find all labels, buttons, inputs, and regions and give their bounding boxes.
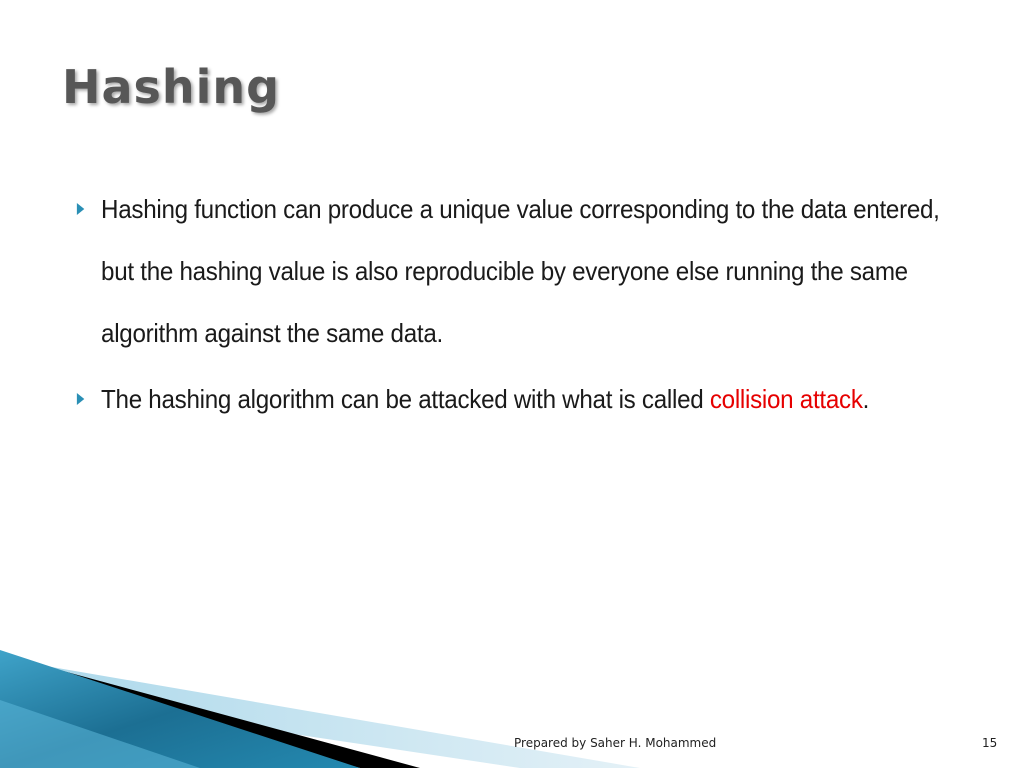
bullet-text-1: Hashing function can produce a unique value corresponding to the data entered, but the hashing value is also reproducible by everyone else running the same algorithm against the same data. bbox=[101, 194, 940, 348]
triangle-right-icon bbox=[77, 393, 84, 405]
page-number: 15 bbox=[982, 736, 998, 750]
slide-title: Hashing bbox=[62, 60, 281, 114]
bullet-list bbox=[75, 178, 955, 430]
triangle-right-icon bbox=[77, 203, 84, 215]
bullet-item-2 bbox=[75, 368, 966, 430]
bullet-text-2-before: The hashing algorithm can be attacked with what is called bbox=[101, 384, 710, 414]
bullet-text-2-after: . bbox=[862, 384, 870, 414]
footer-author: Prepared by Saher H. Mohammed bbox=[514, 736, 717, 750]
highlighted-term: collision attack bbox=[709, 384, 863, 414]
bullet-item-1 bbox=[75, 178, 966, 364]
